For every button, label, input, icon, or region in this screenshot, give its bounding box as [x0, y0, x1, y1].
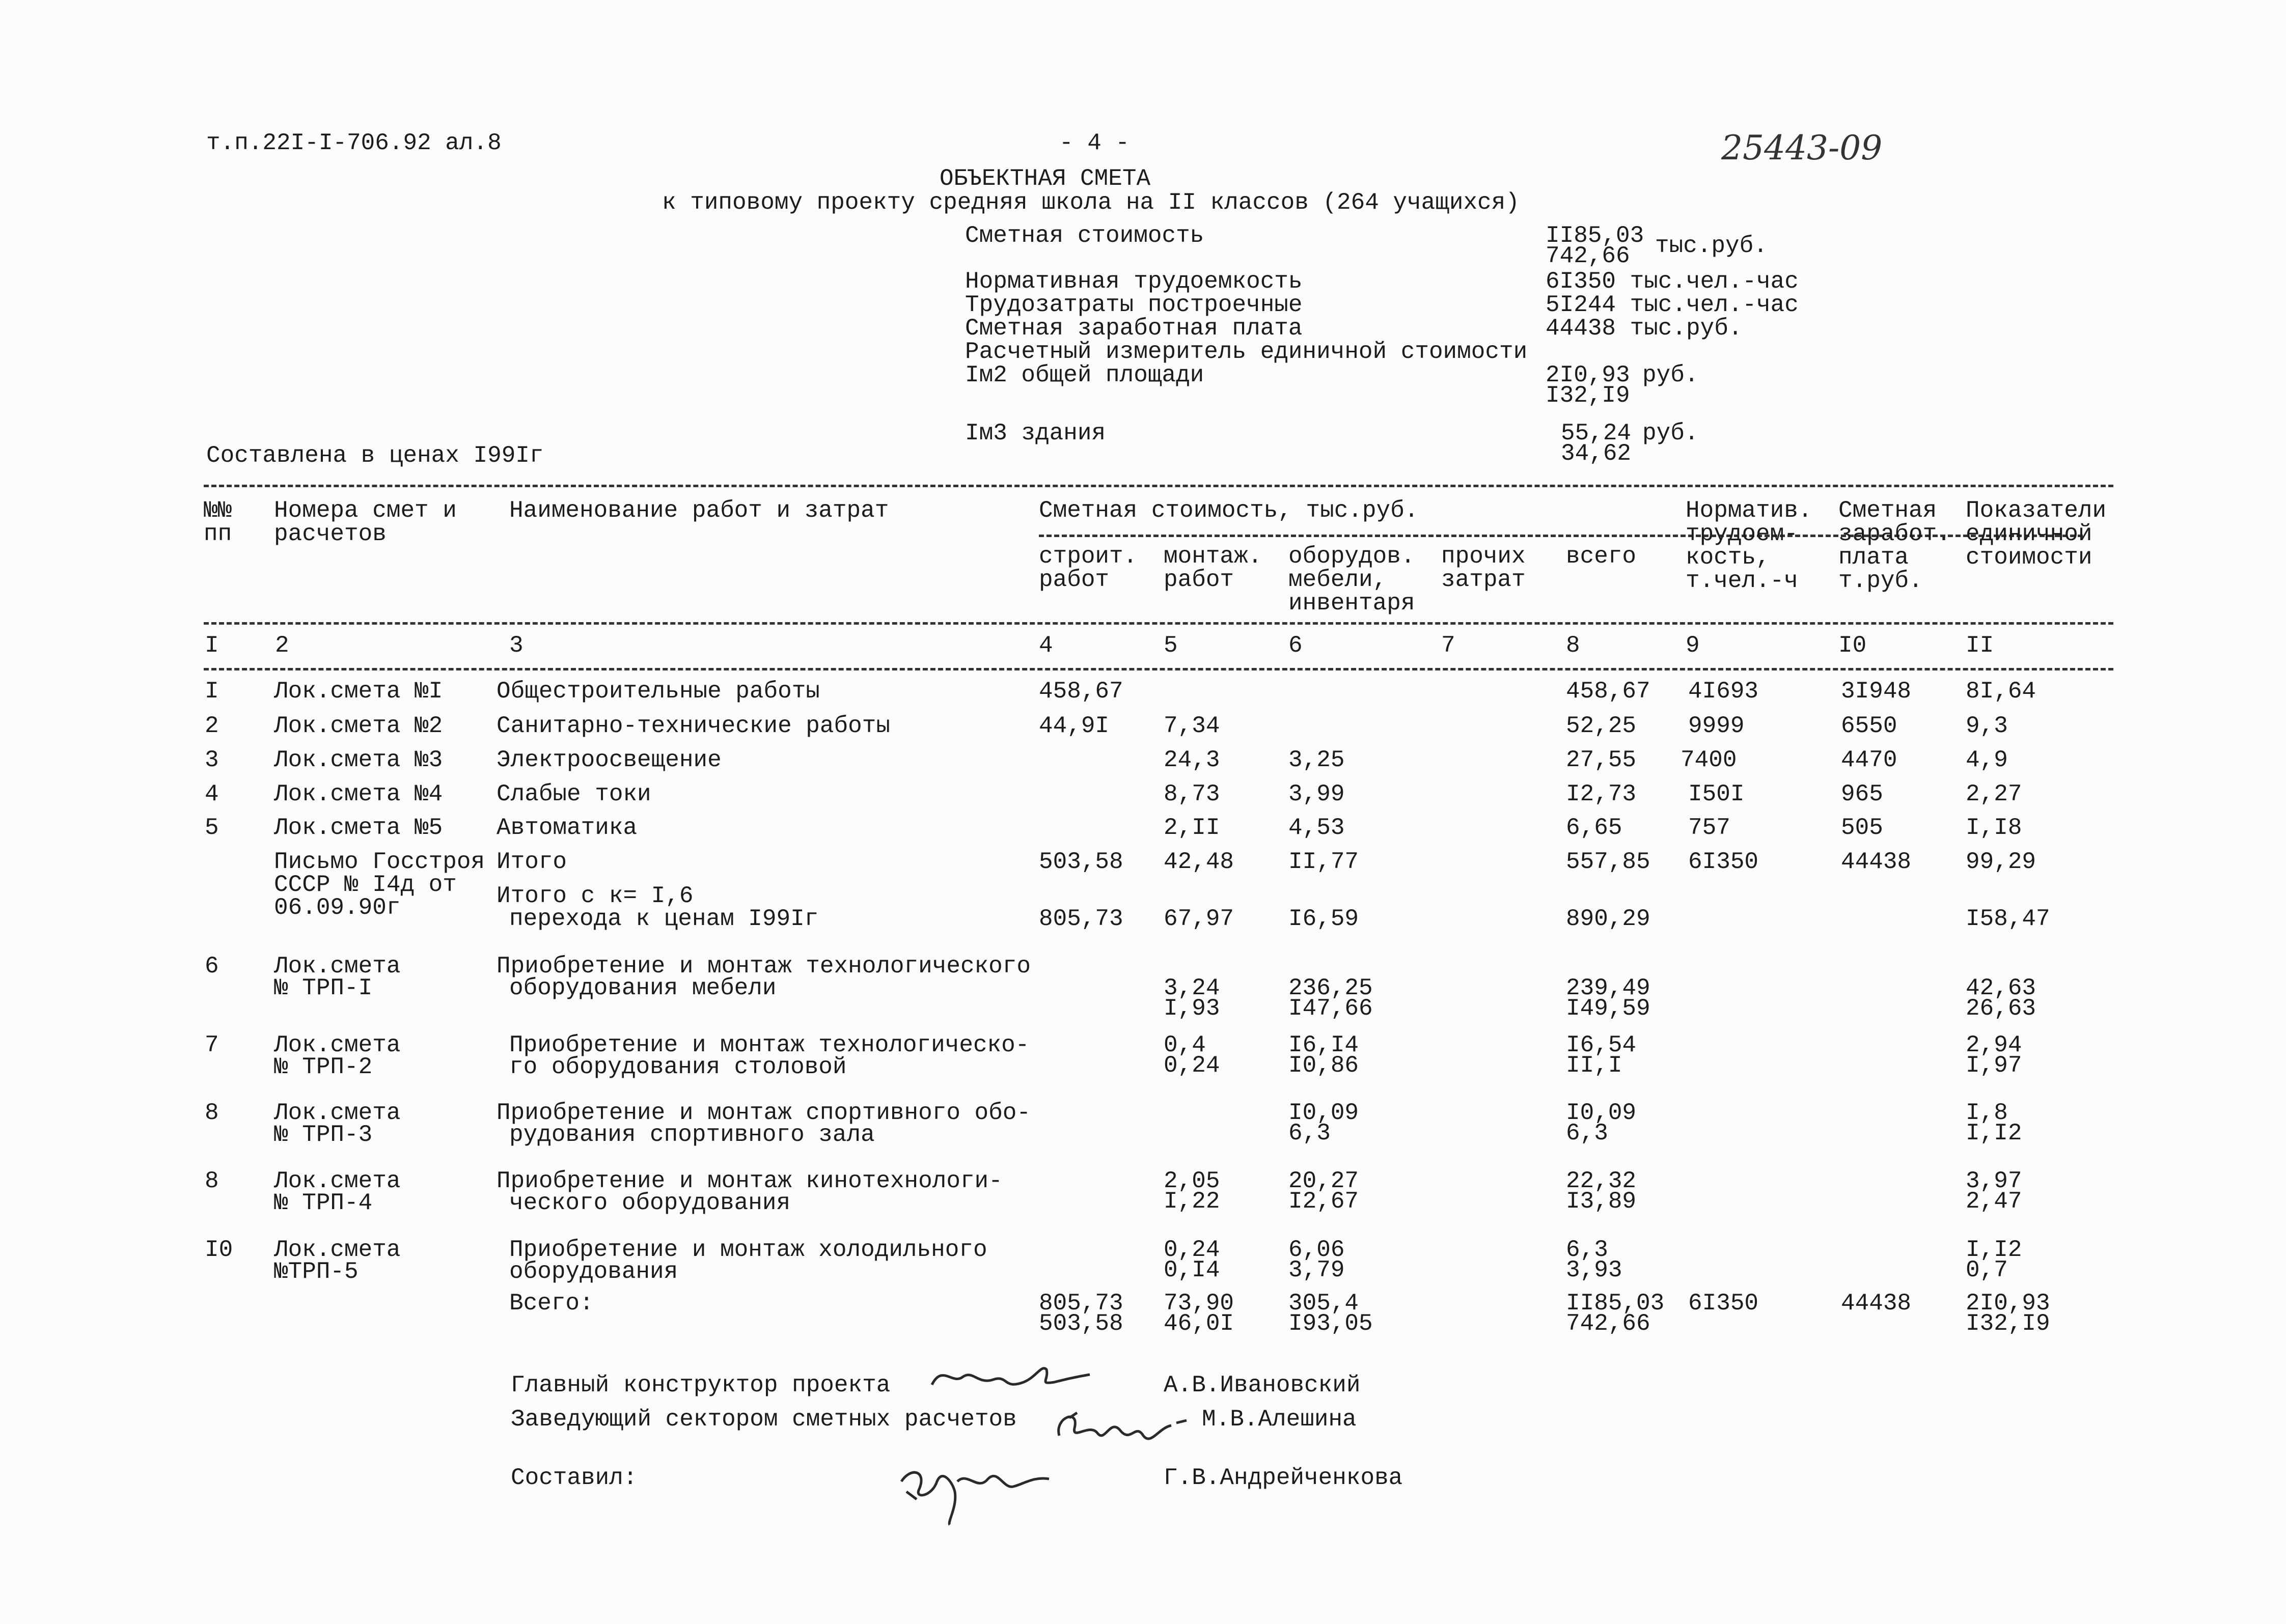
- row-equipment: 3,99: [1288, 781, 1345, 807]
- row-total-2: 3,93: [1566, 1257, 1622, 1283]
- row-equipment-2: I47,66: [1288, 995, 1373, 1022]
- row-ref: Лок.смета: [274, 1100, 401, 1126]
- chief-designer-title: Главный конструктор проекта: [511, 1372, 891, 1398]
- row-indicator: 8I,64: [1966, 678, 2036, 705]
- row-name: Слабые токи: [497, 781, 651, 807]
- grand-total-installation: 73,90: [1164, 1290, 1234, 1317]
- row-name-cont: оборудования мебели: [509, 975, 777, 1001]
- row-equipment: 236,25: [1288, 975, 1373, 1001]
- row-indicator-2: 26,63: [1966, 995, 2036, 1022]
- row-name: Электроосвещение: [497, 747, 722, 773]
- summary-labor-label: Нормативная трудоемкость: [965, 268, 1303, 295]
- row-indicator: 4,9: [1966, 747, 2008, 773]
- row-name-cont: го оборудования столовой: [509, 1054, 847, 1080]
- row-indicator: I,8: [1966, 1100, 2008, 1126]
- colnum-3: 3: [509, 632, 524, 659]
- row-installation: 7,34: [1164, 713, 1220, 739]
- row-labor: 9999: [1688, 713, 1745, 739]
- col-header-11: Показатели единичной стоимости: [1966, 497, 2107, 571]
- row-number: 6: [205, 953, 219, 979]
- row-indicator-2: I,97: [1966, 1052, 2022, 1079]
- row-name-cont: рудования спортивного зала: [509, 1122, 875, 1148]
- col-header-6: оборудов. мебели, инвентаря: [1288, 543, 1415, 617]
- coefficient-equipment: I6,59: [1288, 906, 1359, 932]
- coefficient-total: 890,29: [1566, 906, 1650, 932]
- summary-wage-label: Сметная заработная плата: [965, 315, 1303, 342]
- row-construction: 44,9I: [1039, 713, 1110, 739]
- row-installation: 2,II: [1164, 815, 1220, 841]
- row-name: Приобретение и монтаж технологическо-: [509, 1032, 1030, 1058]
- row-labor: 4I693: [1688, 678, 1759, 705]
- sector-head-name: М.В.Алешина: [1202, 1406, 1357, 1433]
- row-name-cont: оборудования: [509, 1258, 678, 1285]
- row-total: 22,32: [1566, 1168, 1637, 1194]
- row-wage: 505: [1841, 815, 1883, 841]
- row-total: 239,49: [1566, 975, 1650, 1001]
- row-equipment: 6,06: [1288, 1237, 1345, 1263]
- row-labor: 757: [1688, 815, 1730, 841]
- grand-total-total: II85,03: [1566, 1290, 1665, 1317]
- colnum-5: 5: [1164, 632, 1178, 659]
- row-total: 458,67: [1566, 678, 1650, 705]
- colnum-9: 9: [1686, 632, 1700, 659]
- row-indicator: 3,97: [1966, 1168, 2022, 1194]
- row-total: I2,73: [1566, 781, 1637, 807]
- summary-site-labor-value: 5I244 тыс.чел.-час: [1546, 292, 1799, 318]
- row-total: 6,65: [1566, 815, 1622, 841]
- row-name: Общестроительные работы: [497, 678, 820, 705]
- summary-cost-label: Сметная стоимость: [965, 222, 1204, 249]
- row-total-2: I49,59: [1566, 995, 1650, 1022]
- row-number: 2: [205, 713, 219, 739]
- grand-total-equipment-2: I93,05: [1288, 1310, 1373, 1337]
- colnum-10: I0: [1838, 632, 1867, 659]
- row-wage: 965: [1841, 781, 1883, 807]
- coefficient-construction: 805,73: [1039, 906, 1123, 932]
- row-indicator: 2,27: [1966, 781, 2022, 807]
- row-ref: Лок.смета №4: [274, 781, 443, 807]
- subtotal-installation: 42,48: [1164, 849, 1234, 875]
- row-ref-cont: № ТРП-2: [274, 1054, 373, 1080]
- row-labor: 7400: [1681, 747, 1737, 773]
- row-equipment-2: I2,67: [1288, 1188, 1359, 1215]
- row-installation: 24,3: [1164, 747, 1220, 773]
- coefficient-installation: 67,97: [1164, 906, 1234, 932]
- letter-reference-1: Письмо Госстроя: [274, 849, 485, 875]
- row-ref: Лок.смета: [274, 1032, 401, 1058]
- row-total-2: 6,3: [1566, 1120, 1608, 1146]
- sector-head-title: Заведующий сектором сметных расчетов: [511, 1406, 1017, 1433]
- summary-m2-label: Iм2 общей площади: [965, 362, 1204, 388]
- row-indicator: I,I8: [1966, 815, 2022, 841]
- colnum-7: 7: [1441, 632, 1455, 659]
- sector-head-signature: [1049, 1397, 1202, 1453]
- row-installation: 0,4: [1164, 1032, 1206, 1058]
- row-equipment: 4,53: [1288, 815, 1345, 841]
- row-installation: 8,73: [1164, 781, 1220, 807]
- grand-total-installation-2: 46,0I: [1164, 1310, 1234, 1337]
- row-total: 52,25: [1566, 713, 1637, 739]
- grand-total-indicator: 2I0,93: [1966, 1290, 2050, 1317]
- summary-m3-label: Iм3 здания: [965, 420, 1106, 446]
- row-indicator: 42,63: [1966, 975, 2036, 1001]
- row-total: 27,55: [1566, 747, 1637, 773]
- subtotal-equipment: II,77: [1288, 849, 1359, 875]
- row-ref-cont: № ТРП-I: [274, 975, 373, 1001]
- row-wage: 4470: [1841, 747, 1897, 773]
- row-wage: 3I948: [1841, 678, 1912, 705]
- row-number: 3: [205, 747, 219, 773]
- handwritten-number: 25443-09: [1721, 128, 1883, 167]
- summary-m2-value-2: I32,I9: [1546, 382, 1630, 409]
- summary-cost-value-2: 742,66: [1546, 243, 1630, 269]
- summary-m2-unit: руб.: [1642, 362, 1699, 388]
- row-name: Приобретение и монтаж холодильного: [509, 1237, 987, 1263]
- row-installation-2: 0,I4: [1164, 1257, 1220, 1283]
- row-ref: Лок.смета №I: [274, 678, 443, 705]
- colnum-4: 4: [1039, 632, 1053, 659]
- row-ref: Лок.смета: [274, 1168, 401, 1194]
- compiler-name: Г.В.Андрейченкова: [1164, 1465, 1403, 1491]
- subtotal-indicator: 99,29: [1966, 849, 2036, 875]
- colnum-6: 6: [1288, 632, 1303, 659]
- document-subtitle: к типовому проекту средняя школа на II классов (264 учащихся): [662, 189, 1520, 216]
- row-indicator: 9,3: [1966, 713, 2008, 739]
- row-construction: 458,67: [1039, 678, 1123, 705]
- colnum-2: 2: [275, 632, 289, 659]
- row-name: Санитарно-технические работы: [497, 713, 890, 739]
- coefficient-label-1: Итого с к= I,6: [497, 883, 694, 909]
- col-header-cost-group: Сметная стоимость, тыс.руб.: [1039, 497, 1419, 524]
- rule-numbers-bottom: [204, 668, 2113, 670]
- col-header-9: Норматив. трудоем- кость, т.чел.-ч: [1686, 497, 1812, 594]
- colnum-11: II: [1966, 632, 1994, 659]
- row-equipment: I0,09: [1288, 1100, 1359, 1126]
- row-number: 5: [205, 815, 219, 841]
- summary-cost-unit: тыс.руб.: [1655, 233, 1768, 259]
- row-total-2: I3,89: [1566, 1188, 1637, 1215]
- row-number: I0: [205, 1237, 233, 1263]
- row-number: 7: [205, 1032, 219, 1058]
- project-code: т.п.22I-I-706.92 ал.8: [206, 130, 502, 156]
- row-indicator-2: I,I2: [1966, 1120, 2022, 1146]
- row-ref: Лок.смета №5: [274, 815, 443, 841]
- col-header-8: всего: [1566, 543, 1637, 570]
- col-header-7: прочих затрат: [1441, 543, 1526, 593]
- grand-total-construction-2: 503,58: [1039, 1310, 1123, 1337]
- col-header-10: Сметная заработ. плата т.руб.: [1838, 497, 1951, 594]
- row-name: Приобретение и монтаж технологического: [497, 953, 1031, 979]
- row-total: 6,3: [1566, 1237, 1608, 1263]
- summary-m2-value-1: 2I0,93: [1546, 362, 1630, 388]
- row-installation-2: I,93: [1164, 995, 1220, 1022]
- row-equipment-2: 3,79: [1288, 1257, 1345, 1283]
- grand-total-label: Всего:: [509, 1290, 594, 1317]
- row-ref: Лок.смета: [274, 953, 401, 979]
- summary-unit-cost-label: Расчетный измеритель единичной стоимости: [965, 339, 1528, 365]
- summary-labor-value: 6I350 тыс.чел.-час: [1546, 268, 1799, 295]
- row-equipment-2: 6,3: [1288, 1120, 1331, 1146]
- summary-m3-value-2: 34,62: [1561, 440, 1632, 467]
- row-ref: Лок.смета: [274, 1237, 401, 1263]
- row-number: 8: [205, 1100, 219, 1126]
- grand-total-construction: 805,73: [1039, 1290, 1123, 1317]
- colnum-1: I: [205, 632, 219, 659]
- subtotal-construction: 503,58: [1039, 849, 1123, 875]
- col-header-1: №№ пп: [204, 497, 232, 547]
- summary-m3-unit: руб.: [1642, 420, 1699, 446]
- subtotal-wage: 44438: [1841, 849, 1912, 875]
- row-installation: 3,24: [1164, 975, 1220, 1001]
- prices-note: Составлена в ценах I99Iг: [206, 442, 544, 469]
- subtotal-labor: 6I350: [1688, 849, 1759, 875]
- grand-total-indicator-2: I32,I9: [1966, 1310, 2050, 1337]
- row-equipment-2: I0,86: [1288, 1052, 1359, 1079]
- row-indicator-2: 2,47: [1966, 1188, 2022, 1215]
- summary-wage-value: 44438 тыс.руб.: [1546, 315, 1743, 342]
- row-installation-2: 0,24: [1164, 1052, 1220, 1079]
- compiler-signature: [891, 1451, 1059, 1527]
- row-ref: Лок.смета №2: [274, 713, 443, 739]
- row-equipment: 3,25: [1288, 747, 1345, 773]
- row-equipment: 20,27: [1288, 1168, 1359, 1194]
- col-header-2: Номера смет и расчетов: [274, 497, 457, 547]
- row-indicator: I,I2: [1966, 1237, 2022, 1263]
- row-installation: 2,05: [1164, 1168, 1220, 1194]
- grand-total-equipment: 305,4: [1288, 1290, 1359, 1317]
- rule-header-bottom: [204, 622, 2113, 625]
- letter-reference-3: 06.09.90г: [274, 894, 401, 921]
- row-installation-2: I,22: [1164, 1188, 1220, 1215]
- row-number: 8: [205, 1168, 219, 1194]
- row-labor: I50I: [1688, 781, 1745, 807]
- grand-total-labor: 6I350: [1688, 1290, 1759, 1317]
- rule-top: [204, 485, 2113, 487]
- row-number: 4: [205, 781, 219, 807]
- row-indicator-2: 0,7: [1966, 1257, 2008, 1283]
- row-equipment: I6,I4: [1288, 1032, 1359, 1058]
- row-ref-cont: № ТРП-4: [274, 1190, 373, 1216]
- row-total-2: II,I: [1566, 1052, 1622, 1079]
- col-header-3: Наименование работ и затрат: [509, 497, 889, 524]
- row-total: I0,09: [1566, 1100, 1637, 1126]
- row-name: Приобретение и монтаж спортивного обо-: [497, 1100, 1031, 1126]
- chief-designer-signature: [927, 1354, 1095, 1400]
- colnum-8: 8: [1566, 632, 1580, 659]
- row-name: Приобретение и монтаж кинотехнологи-: [497, 1168, 1003, 1194]
- subtotal-total: 557,85: [1566, 849, 1650, 875]
- compiler-title: Составил:: [511, 1465, 638, 1491]
- coefficient-indicator: I58,47: [1966, 906, 2050, 932]
- col-header-5: монтаж. работ: [1164, 543, 1262, 593]
- summary-cost-value-1: II85,03: [1546, 222, 1644, 249]
- page-number: - 4 -: [1059, 130, 1130, 156]
- chief-designer-name: А.В.Ивановский: [1164, 1372, 1361, 1398]
- summary-site-labor-label: Трудозатраты построечные: [965, 292, 1303, 318]
- grand-total-wage: 44438: [1841, 1290, 1912, 1317]
- row-total: I6,54: [1566, 1032, 1637, 1058]
- document-title: ОБЪЕКТНАЯ СМЕТА: [940, 165, 1151, 192]
- row-number: I: [205, 678, 219, 705]
- summary-m3-value-1: 55,24: [1561, 420, 1632, 446]
- row-ref-cont: №ТРП-5: [274, 1258, 359, 1285]
- col-header-4: строит. работ: [1039, 543, 1138, 593]
- row-name: Автоматика: [497, 815, 638, 841]
- row-name-cont: ческого оборудования: [509, 1190, 791, 1216]
- coefficient-label-2: перехода к ценам I99Iг: [509, 906, 819, 932]
- row-ref: Лок.смета №3: [274, 747, 443, 773]
- letter-reference-2: СССР № I4д от: [274, 872, 457, 898]
- grand-total-total-2: 742,66: [1566, 1310, 1650, 1337]
- row-ref-cont: № ТРП-3: [274, 1122, 373, 1148]
- row-wage: 6550: [1841, 713, 1897, 739]
- row-installation: 0,24: [1164, 1237, 1220, 1263]
- row-indicator: 2,94: [1966, 1032, 2022, 1058]
- subtotal-label: Итого: [497, 849, 567, 875]
